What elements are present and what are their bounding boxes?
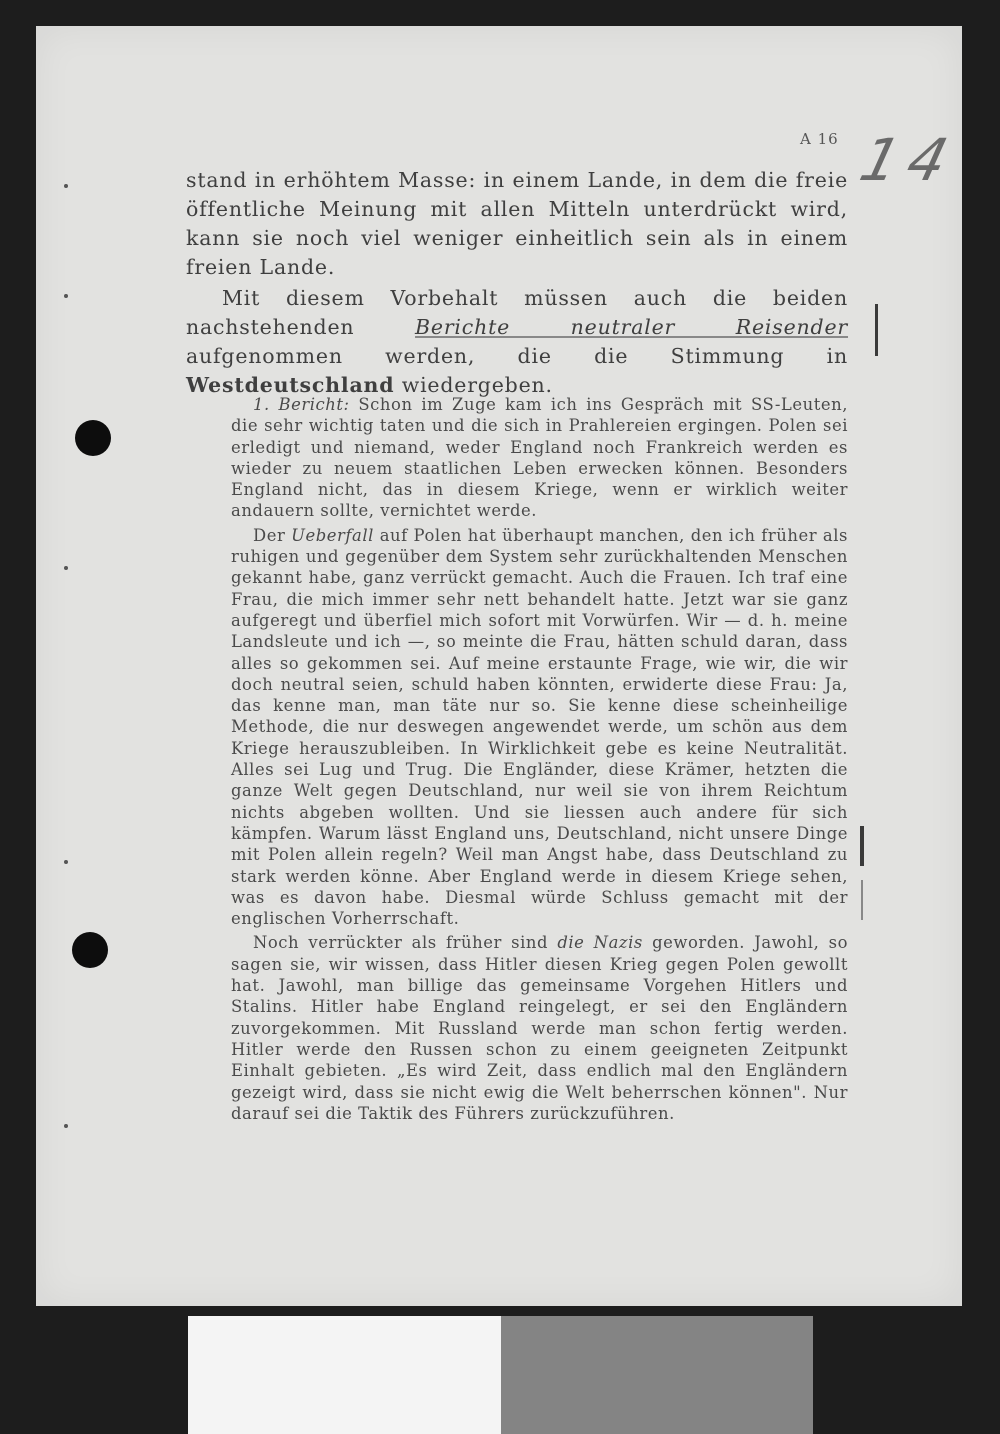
handwritten-page-number: 14 bbox=[853, 126, 965, 194]
report-text bbox=[231, 394, 848, 1127]
margin-mark bbox=[860, 826, 864, 866]
intro-p2-text-b: aufgenommen werden, die die Stimmung in bbox=[186, 344, 848, 368]
report-label: 1. Bericht: bbox=[253, 395, 350, 414]
punch-hole-top bbox=[75, 420, 111, 456]
report-paragraph-2 bbox=[231, 525, 848, 930]
report-p3-text-b: geworden. Jawohl, so sagen sie, wir wissen, dass Hitler diesen Krieg gegen Polen gewollt hat. Jawohl, man billige das gemeinsame Vorgehen Hitlers und Stalins. Hitler habe England reingelegt, er sei den Engländern zuvorgekommen. Mit Russland werde man schon fertig werden. Hitler werde den Russen schon zu einem geeigneten Zeitpunkt Einhalt gebieten. „Es wird Zeit, dass endlich mal den Engländern gezeigt wird, dass sie nicht ewig die Welt beherrschen können". Nur darauf sei die Taktik des Führers zurückzuführen. bbox=[231, 933, 849, 1123]
intro-paragraph-2 bbox=[186, 284, 848, 400]
intro-p2-text-c: wiedergeben. bbox=[394, 373, 553, 397]
report-paragraph-3 bbox=[231, 932, 848, 1124]
intro-text bbox=[186, 166, 848, 400]
report-p3-emphasis: die Nazis bbox=[557, 933, 643, 953]
report-paragraph-1 bbox=[231, 394, 848, 522]
calibration-strip-white bbox=[188, 1316, 501, 1434]
margin-dot bbox=[64, 294, 68, 298]
margin-dot bbox=[64, 184, 68, 188]
report-p2-emphasis: Ueberfall bbox=[291, 525, 374, 545]
margin-mark bbox=[875, 304, 878, 356]
report-p3-text-a: Noch verrückter als früher sind bbox=[253, 933, 558, 953]
intro-paragraph-1: stand in erhöhtem Masse: in einem Lande, in dem die freie öffentliche Meinung mit allen Mitteln unterdrückt wird, kann sie noch viel weniger einheitlich sein als in einem freien Lande. bbox=[186, 168, 848, 279]
report-p1-text: Schon im Zuge kam ich ins Gespräch mit SS-Leuten, die sehr wichtig taten und die sich in Prahlereien ergingen. Polen sei erledigt und niemand, weder England noch Frankreich werden es wieder zu neuem staatlichen Leben erwecken können. Besonders England nicht, das in diesem Kriege, wenn er wirklich weiter andauern sollte, vernichtet werde. bbox=[231, 395, 848, 521]
intro-p2-bold: Westdeutschland bbox=[186, 373, 395, 397]
calibration-strip-grey bbox=[501, 1316, 813, 1434]
margin-mark bbox=[861, 880, 863, 920]
margin-dot bbox=[64, 566, 68, 570]
report-p2-text-a: Der bbox=[253, 525, 292, 545]
margin-dot bbox=[64, 1124, 68, 1128]
margin-dot bbox=[64, 860, 68, 864]
report-p2-text-b: auf Polen hat überhaupt manchen, den ich früher als ruhigen und gegenüber dem System sehr zurückhaltenden Menschen gekannt habe, ganz verrückt gemacht. Auch die Frauen. Ich traf eine Frau, die mich immer sehr nett behandelt hatte. Jetzt war sie ganz aufgeregt und überfiel mich sofort mit Vorwürfen. Wir — d. h. meine Landsleute und ich —, so meinte die Frau, hätten schuld daran, dass alles so gekommen sei. Auf meine erstaunte Frage, wie wir, die wir doch neutral seien, schuld haben könnten, erwiderte diese Frau: Ja, das kenne man, man täte nur so. Sie kenne diese scheinheilige Methode, die nur deswegen angewendet werde, um schön aus dem Kriege herauszubleiben. In Wirklichkeit gebe es keine Neutralität. Alles sei Lug und Trug. Die Engländer, diese Krämer, hetzten die ganze Welt gegen Deutschland, nur weil sie von ihrem Reichtum nichts abgeben wollten. Und sie liessen auch andere für sich kämpfen. Warum lässt England uns, Deutschland, nicht unsere Dinge mit Polen allein regeln? Weil man Angst habe, dass Deutschland zu stark werden könne. Aber England werde in diesem Kriege sehen, was es davon habe. Diesmal würde Schluss gemacht mit der englischen Vorherrschaft. bbox=[231, 525, 848, 929]
page-reference: A 16 bbox=[800, 130, 839, 148]
intro-p2-emphasis: Berichte neutraler Reisender bbox=[415, 315, 849, 339]
punch-hole-bottom bbox=[72, 932, 108, 968]
intro-p2-text-a: Mit diesem Vorbehalt müssen auch die beiden nachstehenden bbox=[186, 286, 848, 339]
